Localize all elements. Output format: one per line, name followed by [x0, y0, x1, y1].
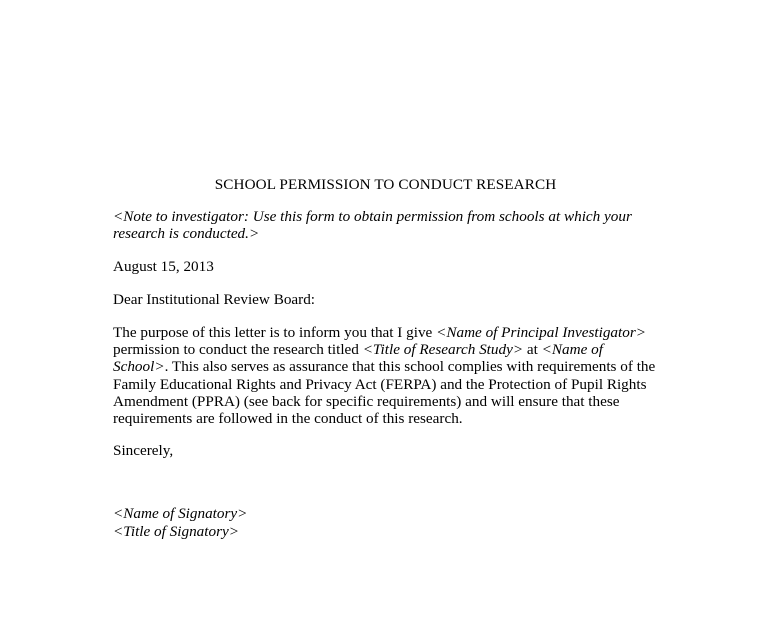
body-text-part3: at: [523, 341, 542, 359]
salutation: Dear Institutional Review Board:: [113, 290, 316, 308]
body-paragraph: [113, 324, 658, 427]
closing: Sincerely,: [113, 442, 174, 460]
signatory-name: <Name of Signatory>: [113, 505, 248, 523]
letter-body: [113, 176, 658, 540]
body-text-part2: permission to conduct the research titled: [113, 341, 363, 359]
body-text-part1: The purpose of this letter is to inform you that I give: [113, 324, 437, 342]
school-name-placeholder: <Name of School>: [113, 341, 603, 376]
research-title-placeholder: <Title of Research Study>: [362, 341, 524, 359]
principal-investigator-placeholder: <Name of Principal Investigator>: [436, 324, 646, 342]
signatory-title: <Title of Signatory>: [113, 522, 239, 540]
letter-date: August 15, 2013: [113, 257, 214, 275]
body-text-part4: . This also serves as assurance that this school complies with requirements of the Family Educational Rights and Privacy Act (FERPA) and the Protection of Pupil Rights Amendment (PPRA) (see back for specific requirements) and will ensure that these requirements are followed in the conduct of this research.: [113, 358, 656, 428]
document-title: SCHOOL PERMISSION TO CONDUCT RESEARCH: [214, 176, 557, 193]
investigator-note: <Note to investigator: Use this form to obtain permission from schools at which your research is conducted.>: [113, 208, 632, 243]
